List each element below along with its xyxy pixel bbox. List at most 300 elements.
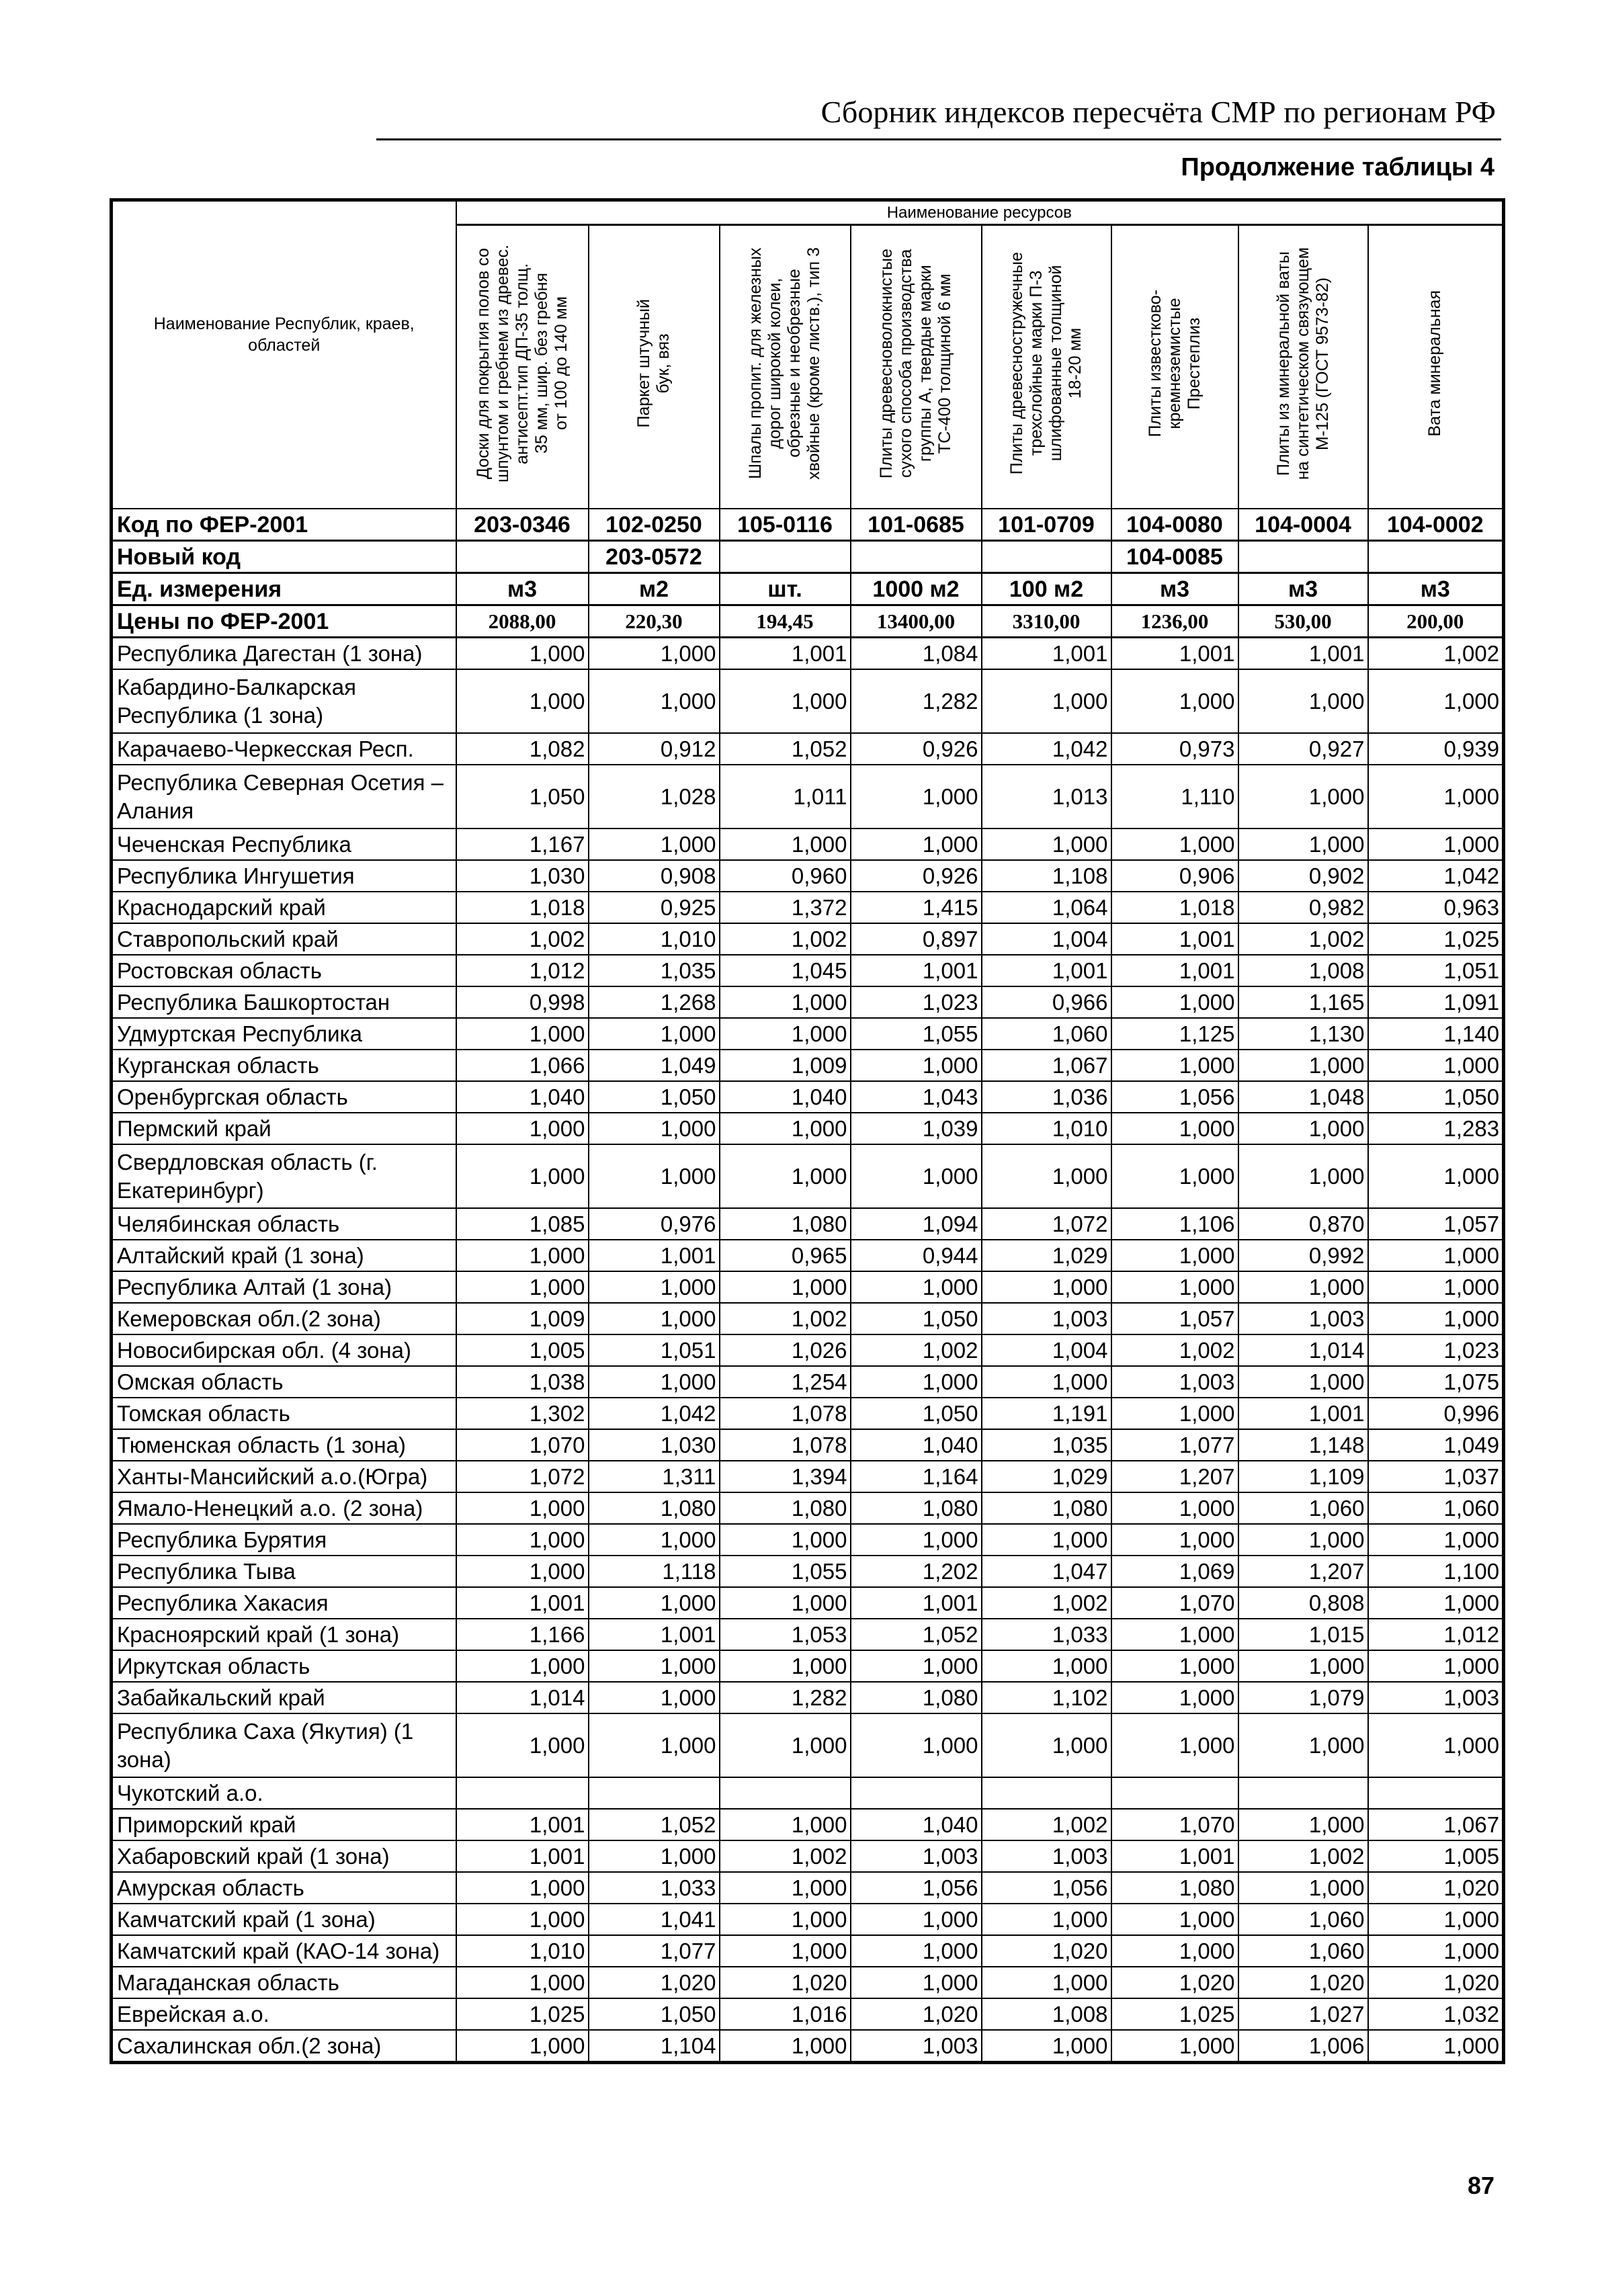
index-value: 1,000: [851, 1271, 982, 1303]
table-row: [112, 669, 1504, 733]
index-value: 1,165: [1238, 986, 1368, 1018]
index-value: 1,008: [982, 1998, 1111, 2030]
index-value: 1,060: [1368, 1492, 1504, 1524]
index-value: 1,000: [456, 1967, 589, 1998]
index-value: 1,094: [851, 1208, 982, 1240]
index-value: 1,000: [720, 1904, 851, 1935]
index-value: 1,004: [982, 923, 1111, 955]
index-value: 1,000: [589, 1713, 720, 1777]
index-value: 1,056: [851, 1872, 982, 1904]
index-value: 1,001: [982, 638, 1111, 670]
index-value: 1,002: [1238, 1840, 1368, 1872]
region-name: Пермский край: [112, 1113, 456, 1144]
index-value: 1,014: [456, 1682, 589, 1713]
index-value: 1,254: [720, 1366, 851, 1398]
table-row: [112, 860, 1504, 892]
index-value: 1,000: [1368, 1935, 1504, 1967]
resource-column-header: [851, 225, 982, 509]
table-row: [112, 2030, 1504, 2063]
index-value: 1,032: [1368, 1998, 1504, 2030]
index-value: 1,000: [851, 828, 982, 860]
index-value: 1,080: [851, 1682, 982, 1713]
index-value: 1,001: [1238, 638, 1368, 670]
table-row: [112, 1524, 1504, 1556]
index-value: 1,056: [1111, 1081, 1238, 1113]
index-value: 1,000: [982, 1967, 1111, 1998]
index-value: 1,043: [851, 1081, 982, 1113]
unit-row-value: м3: [456, 573, 589, 605]
code-row: [112, 509, 1504, 541]
index-value: 1,000: [589, 1144, 720, 1208]
region-name: Новосибирская обл. (4 зона): [112, 1334, 456, 1366]
index-value: 1,040: [851, 1809, 982, 1840]
region-name: Оренбургская область: [112, 1081, 456, 1113]
region-name: Республика Саха (Якутия) (1 зона): [112, 1713, 456, 1777]
index-value: 1,000: [1238, 1050, 1368, 1081]
index-value: 1,047: [982, 1556, 1111, 1587]
region-name: Магаданская область: [112, 1967, 456, 1998]
index-value: 1,025: [456, 1998, 589, 2030]
index-value: 1,039: [851, 1113, 982, 1144]
index-value: 1,000: [982, 1904, 1111, 1935]
index-value: 1,050: [1368, 1081, 1504, 1113]
index-value: [456, 1777, 589, 1809]
index-value: 1,070: [456, 1429, 589, 1461]
table-row: [112, 986, 1504, 1018]
table-row: [112, 1240, 1504, 1271]
table-row: [112, 1208, 1504, 1240]
region-name: Иркутская область: [112, 1650, 456, 1682]
index-value: 1,000: [456, 1240, 589, 1271]
index-value: 1,000: [589, 1587, 720, 1619]
index-value: 1,002: [851, 1334, 982, 1366]
resource-name: Паркет штучный бук, вяз: [634, 299, 673, 428]
index-value: 1,023: [851, 986, 982, 1018]
index-value: 1,035: [982, 1429, 1111, 1461]
region-name: Чукотский а.о.: [112, 1777, 456, 1809]
index-value: 1,002: [1111, 1334, 1238, 1366]
index-value: 1,001: [589, 1240, 720, 1271]
price-row-value: 1236,00: [1111, 605, 1238, 638]
index-value: 0,973: [1111, 733, 1238, 765]
table-row: [112, 1398, 1504, 1429]
index-value: [1238, 1777, 1368, 1809]
code-row-value: 102-0250: [589, 509, 720, 541]
index-value: 1,012: [456, 955, 589, 986]
index-value: 1,009: [720, 1050, 851, 1081]
index-value: 1,000: [1238, 765, 1368, 828]
index-value: 1,268: [589, 986, 720, 1018]
index-value: 1,002: [720, 1303, 851, 1334]
index-value: 1,000: [456, 1018, 589, 1050]
unit-row-value: 100 м2: [982, 573, 1111, 605]
new-code-row-value: 203-0572: [589, 541, 720, 573]
index-value: 1,000: [1111, 2030, 1238, 2063]
region-name: Ставропольский край: [112, 923, 456, 955]
index-value: 1,056: [982, 1872, 1111, 1904]
region-name: Камчатский край (КАО-14 зона): [112, 1935, 456, 1967]
index-value: 1,000: [456, 1144, 589, 1208]
unit-row-value: шт.: [720, 573, 851, 605]
index-value: 1,001: [851, 955, 982, 986]
region-name: Ростовская область: [112, 955, 456, 986]
price-row-value: 220,30: [589, 605, 720, 638]
index-value: 1,118: [589, 1556, 720, 1587]
region-name: Республика Ингушетия: [112, 860, 456, 892]
index-value: 1,003: [1238, 1303, 1368, 1334]
index-value: 1,029: [982, 1240, 1111, 1271]
index-value: 1,000: [1368, 765, 1504, 828]
index-value: 1,000: [851, 1524, 982, 1556]
unit-row-value: м2: [589, 573, 720, 605]
index-value: 1,000: [1238, 1366, 1368, 1398]
index-value: 1,000: [1111, 1271, 1238, 1303]
index-value: 1,191: [982, 1398, 1111, 1429]
index-value: 0,966: [982, 986, 1111, 1018]
index-value: 1,001: [456, 1587, 589, 1619]
index-value: 1,207: [1238, 1556, 1368, 1587]
index-value: 1,009: [456, 1303, 589, 1334]
index-value: 1,000: [456, 1904, 589, 1935]
index-value: 1,000: [851, 1366, 982, 1398]
index-value: 1,000: [720, 1018, 851, 1050]
region-name: Кемеровская обл.(2 зона): [112, 1303, 456, 1334]
index-value: 1,000: [456, 2030, 589, 2063]
index-value: 1,000: [1238, 1713, 1368, 1777]
resource-column-header: [982, 225, 1111, 509]
index-value: 1,057: [1368, 1208, 1504, 1240]
index-value: 1,042: [589, 1398, 720, 1429]
index-value: 1,125: [1111, 1018, 1238, 1050]
table-row: [112, 1556, 1504, 1587]
index-value: 1,000: [982, 1144, 1111, 1208]
index-value: 1,060: [1238, 1492, 1368, 1524]
index-value: 1,000: [1111, 1492, 1238, 1524]
index-value: 1,020: [589, 1967, 720, 1998]
index-value: 1,167: [456, 828, 589, 860]
index-value: 1,000: [1111, 1904, 1238, 1935]
index-value: 1,080: [982, 1492, 1111, 1524]
region-name: Республика Северная Осетия – Алания: [112, 765, 456, 828]
index-value: 1,000: [851, 1967, 982, 1998]
table-row: [112, 1492, 1504, 1524]
header-rule: [376, 138, 1501, 140]
index-value: 0,925: [589, 892, 720, 923]
index-value: 1,025: [1368, 923, 1504, 955]
index-value: 1,372: [720, 892, 851, 923]
index-value: 0,982: [1238, 892, 1368, 923]
resource-column-header: [720, 225, 851, 509]
table-row: [112, 1809, 1504, 1840]
index-value: 1,000: [1111, 986, 1238, 1018]
index-value: 1,028: [589, 765, 720, 828]
index-value: [851, 1777, 982, 1809]
region-name: Ханты-Мансийский а.о.(Югра): [112, 1461, 456, 1492]
index-value: 1,057: [1111, 1303, 1238, 1334]
table-row: [112, 1587, 1504, 1619]
price-row-value: 2088,00: [456, 605, 589, 638]
index-value: 1,003: [982, 1840, 1111, 1872]
index-value: 1,060: [1238, 1904, 1368, 1935]
index-value: 1,064: [982, 892, 1111, 923]
index-value: 1,035: [589, 955, 720, 986]
code-row-value: 104-0002: [1368, 509, 1504, 541]
resource-name: Плиты древесноволокнистые сухого способа производства группы А, твердые марки ТС-400 толщиной 6 мм: [877, 248, 954, 479]
resource-column-header: [589, 225, 720, 509]
index-value: 1,040: [851, 1429, 982, 1461]
index-value: 1,020: [1111, 1967, 1238, 1998]
region-name: Приморский край: [112, 1809, 456, 1840]
index-value: 1,130: [1238, 1018, 1368, 1050]
index-value: 1,000: [456, 1713, 589, 1777]
index-value: 1,000: [720, 1271, 851, 1303]
index-value: 1,070: [1111, 1809, 1238, 1840]
table-row: [112, 1144, 1504, 1208]
unit-row-value: м3: [1238, 573, 1368, 605]
index-value: 1,050: [589, 1998, 720, 2030]
index-value: 0,976: [589, 1208, 720, 1240]
resources-header: Наименование ресурсов: [456, 200, 1504, 225]
index-value: 1,000: [1111, 1650, 1238, 1682]
index-value: 1,415: [851, 892, 982, 923]
index-value: 1,000: [589, 1366, 720, 1398]
index-value: 1,080: [851, 1492, 982, 1524]
index-value: 1,000: [720, 1935, 851, 1967]
index-value: 1,038: [456, 1366, 589, 1398]
code-row-value: 105-0116: [720, 509, 851, 541]
index-value: 1,025: [1111, 1998, 1238, 2030]
index-value: 1,010: [589, 923, 720, 955]
running-title: Сборник индексов пересчёта СМР по регионам РФ: [820, 95, 1496, 129]
index-value: 1,075: [1368, 1366, 1504, 1398]
index-value: 1,040: [720, 1081, 851, 1113]
index-value: 1,001: [589, 1619, 720, 1650]
index-value: 0,926: [851, 733, 982, 765]
price-row-label: Цены по ФЕР-2001: [112, 605, 456, 638]
index-value: 0,808: [1238, 1587, 1368, 1619]
index-value: 1,030: [456, 860, 589, 892]
resource-column-header: [1238, 225, 1368, 509]
new-code-row: [112, 541, 1504, 573]
index-value: 1,037: [1368, 1461, 1504, 1492]
region-name: Камчатский край (1 зона): [112, 1904, 456, 1935]
index-value: 1,000: [1111, 1935, 1238, 1967]
index-value: 1,070: [1111, 1587, 1238, 1619]
table-row: [112, 1935, 1504, 1967]
price-row-value: 200,00: [1368, 605, 1504, 638]
index-value: 1,000: [1368, 1713, 1504, 1777]
unit-row: [112, 573, 1504, 605]
index-value: 1,033: [589, 1872, 720, 1904]
index-value: 1,052: [589, 1809, 720, 1840]
index-value: 1,282: [851, 669, 982, 733]
index-value: 1,000: [851, 1050, 982, 1081]
index-value: [1368, 1777, 1504, 1809]
index-value: 1,000: [982, 1366, 1111, 1398]
index-value: 1,000: [1238, 669, 1368, 733]
index-value: 1,000: [1111, 1050, 1238, 1081]
table-row: [112, 1429, 1504, 1461]
index-value: 1,008: [1238, 955, 1368, 986]
index-value: [589, 1777, 720, 1809]
table-row: [112, 1113, 1504, 1144]
index-value: 0,939: [1368, 733, 1504, 765]
index-value: 1,077: [1111, 1429, 1238, 1461]
region-name: Забайкальский край: [112, 1682, 456, 1713]
index-value: 1,001: [456, 1840, 589, 1872]
index-value: 1,015: [1238, 1619, 1368, 1650]
index-value: 1,002: [982, 1587, 1111, 1619]
index-value: 1,000: [589, 638, 720, 670]
index-value: 1,104: [589, 2030, 720, 2063]
region-name: Свердловская область (г. Екатеринбург): [112, 1144, 456, 1208]
table-row: [112, 1619, 1504, 1650]
index-value: 1,078: [720, 1398, 851, 1429]
region-column-header: Наименование Республик, краев, областей: [112, 200, 456, 509]
index-value: 1,000: [1368, 1650, 1504, 1682]
index-value: 1,000: [851, 1904, 982, 1935]
index-value: 1,033: [982, 1619, 1111, 1650]
region-name: Кабардино-Балкарская Республика (1 зона): [112, 669, 456, 733]
index-value: 1,000: [720, 1113, 851, 1144]
page-number: 87: [1467, 2172, 1494, 2199]
index-value: 1,079: [1238, 1682, 1368, 1713]
table-row: [112, 955, 1504, 986]
index-value: 1,000: [851, 1713, 982, 1777]
index-value: 1,000: [1238, 1872, 1368, 1904]
table-row: [112, 733, 1504, 765]
index-value: 1,000: [1238, 1144, 1368, 1208]
region-name: Чеченская Республика: [112, 828, 456, 860]
index-value: 1,202: [851, 1556, 982, 1587]
index-value: 1,080: [589, 1492, 720, 1524]
table-row: [112, 1366, 1504, 1398]
index-value: 1,001: [1111, 955, 1238, 986]
region-name: Республика Алтай (1 зона): [112, 1271, 456, 1303]
index-value: 1,055: [851, 1018, 982, 1050]
table-row: [112, 892, 1504, 923]
table-row: [112, 923, 1504, 955]
index-value: 1,000: [1111, 1713, 1238, 1777]
index-value: 1,000: [589, 669, 720, 733]
resource-column-header: [1111, 225, 1238, 509]
index-value: 0,906: [1111, 860, 1238, 892]
index-value: 1,207: [1111, 1461, 1238, 1492]
index-value: 1,148: [1238, 1429, 1368, 1461]
index-value: 1,006: [1238, 2030, 1368, 2063]
region-name: Сахалинская обл.(2 зона): [112, 2030, 456, 2063]
index-value: 1,050: [851, 1303, 982, 1334]
index-value: 1,078: [720, 1429, 851, 1461]
index-value: 1,001: [982, 955, 1111, 986]
region-name: Ямало-Ненецкий а.о. (2 зона): [112, 1492, 456, 1524]
index-value: 0,992: [1238, 1240, 1368, 1271]
index-value: 1,108: [982, 860, 1111, 892]
index-value: 1,000: [589, 1113, 720, 1144]
index-value: 1,066: [456, 1050, 589, 1081]
new-code-row-value: [720, 541, 851, 573]
index-value: 1,000: [851, 1144, 982, 1208]
regional-index-table: [110, 198, 1505, 2064]
index-value: 1,053: [720, 1619, 851, 1650]
index-value: 1,013: [982, 765, 1111, 828]
index-value: 1,109: [1238, 1461, 1368, 1492]
table-row: [112, 1334, 1504, 1366]
index-value: 1,000: [1238, 1650, 1368, 1682]
table-row: [112, 1998, 1504, 2030]
new-code-row-value: [1368, 541, 1504, 573]
index-value: 1,000: [589, 1271, 720, 1303]
table-row: [112, 1682, 1504, 1713]
table-row: [112, 765, 1504, 828]
index-value: 1,003: [1111, 1366, 1238, 1398]
index-value: 1,082: [456, 733, 589, 765]
index-value: 1,049: [1368, 1429, 1504, 1461]
index-value: 1,052: [851, 1619, 982, 1650]
region-name: Красноярский край (1 зона): [112, 1619, 456, 1650]
index-value: 1,000: [1111, 1398, 1238, 1429]
index-value: 1,000: [589, 1682, 720, 1713]
unit-row-value: м3: [1368, 573, 1504, 605]
index-value: 0,996: [1368, 1398, 1504, 1429]
index-value: 1,001: [720, 638, 851, 670]
region-name: Краснодарский край: [112, 892, 456, 923]
index-value: 1,000: [720, 1809, 851, 1840]
index-value: 1,000: [851, 1650, 982, 1682]
resource-name: Плиты древесностружечные трехслойные марки П-3 шлифованные толщиной 18-20 мм: [1007, 252, 1085, 475]
index-value: 1,003: [851, 2030, 982, 2063]
region-name: Амурская область: [112, 1872, 456, 1904]
index-value: 1,000: [720, 669, 851, 733]
index-value: 1,000: [982, 1713, 1111, 1777]
price-row-value: 194,45: [720, 605, 851, 638]
index-value: 1,002: [1368, 638, 1504, 670]
index-value: 1,002: [720, 923, 851, 955]
index-value: 1,100: [1368, 1556, 1504, 1587]
index-value: 1,060: [1238, 1935, 1368, 1967]
index-value: 1,000: [456, 1524, 589, 1556]
table-row: [112, 1650, 1504, 1682]
index-value: 1,018: [456, 892, 589, 923]
index-value: 1,000: [1368, 1271, 1504, 1303]
index-value: 0,963: [1368, 892, 1504, 923]
region-name: Хабаровский край (1 зона): [112, 1840, 456, 1872]
index-value: 1,049: [589, 1050, 720, 1081]
code-row-value: 101-0685: [851, 509, 982, 541]
unit-row-value: 1000 м2: [851, 573, 982, 605]
index-value: 1,000: [1111, 1524, 1238, 1556]
resource-column-header: [456, 225, 589, 509]
index-value: 1,080: [720, 1492, 851, 1524]
index-value: 1,003: [851, 1840, 982, 1872]
index-value: 1,000: [1368, 1587, 1504, 1619]
table-row: [112, 1840, 1504, 1872]
index-value: 1,110: [1111, 765, 1238, 828]
index-value: 0,998: [456, 986, 589, 1018]
price-row-value: 530,00: [1238, 605, 1368, 638]
index-value: 1,000: [1238, 1113, 1368, 1144]
index-value: 1,016: [720, 1998, 851, 2030]
index-value: 1,000: [589, 1018, 720, 1050]
index-value: 1,000: [982, 828, 1111, 860]
index-value: 1,000: [1368, 1240, 1504, 1271]
index-value: 1,040: [456, 1081, 589, 1113]
table-row: [112, 1018, 1504, 1050]
index-value: 1,026: [720, 1334, 851, 1366]
new-code-row-value: [1238, 541, 1368, 573]
index-value: 1,069: [1111, 1556, 1238, 1587]
index-value: 1,000: [851, 1935, 982, 1967]
